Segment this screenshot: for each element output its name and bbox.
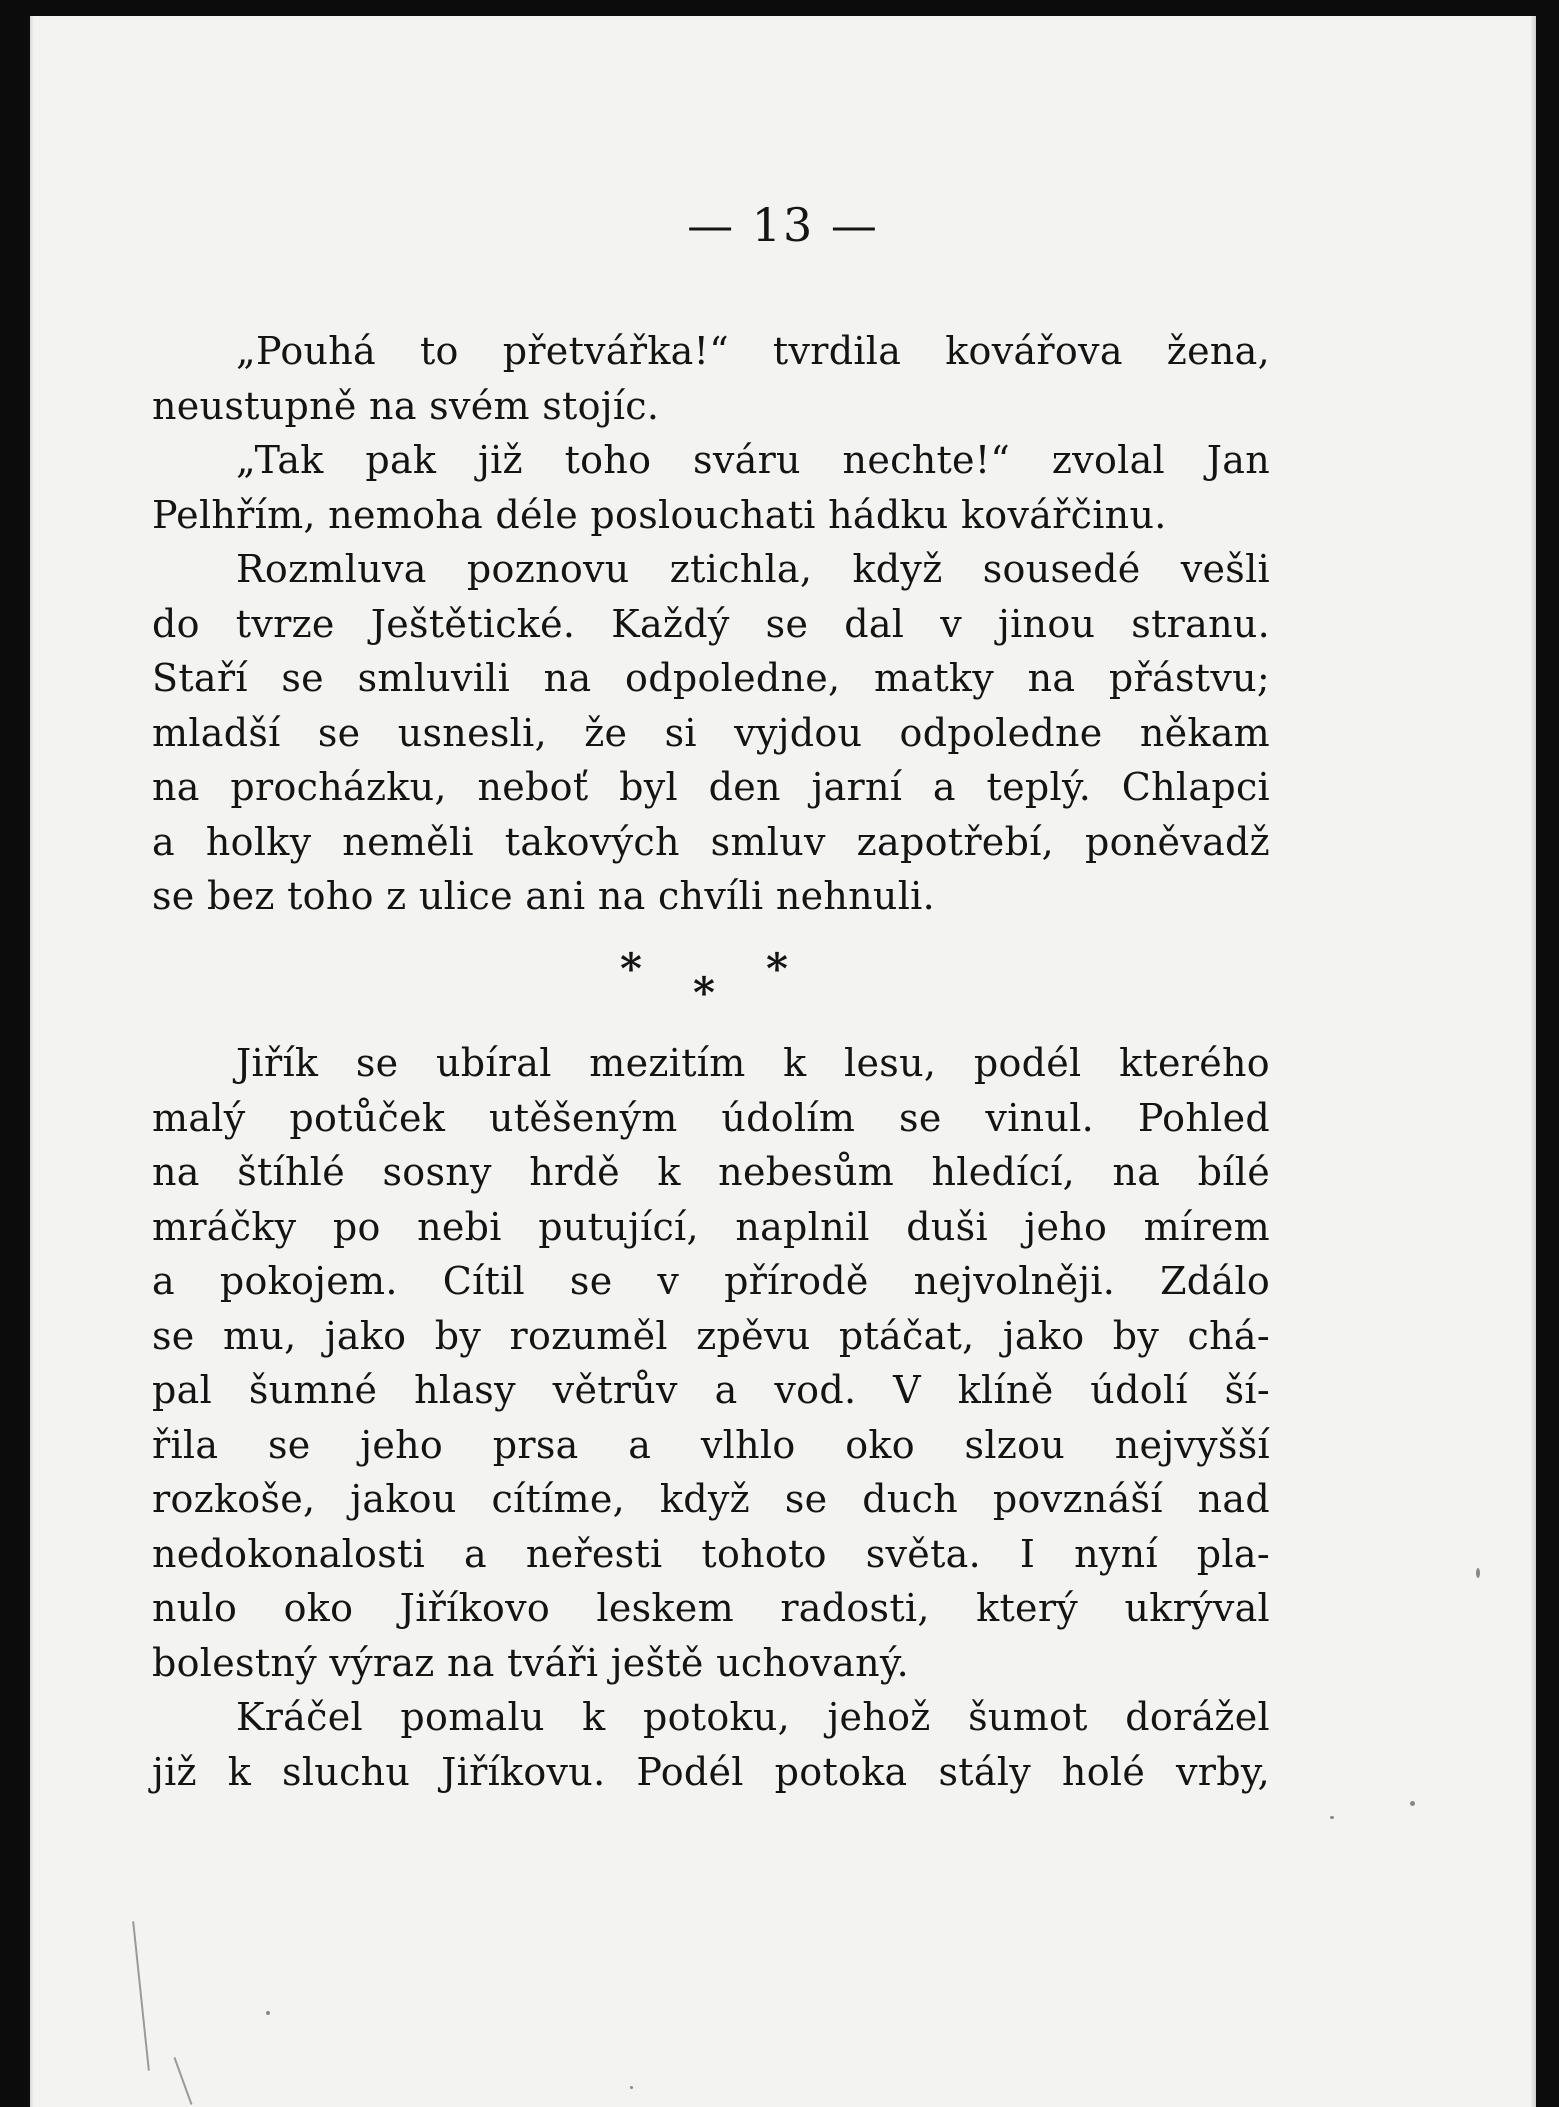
- page-edge-right: [1530, 16, 1536, 2107]
- text-block-bottom: [152, 1036, 1270, 1799]
- text-line: se mu, jako by rozuměl zpěvu ptáčat, jako by chá-: [152, 1313, 1270, 1358]
- page-number: — 13 —: [687, 198, 879, 252]
- text-line: „Pouhá to přetvářka!“ tvrdila kovářova žena,: [236, 329, 1270, 373]
- text-line: Rozmluva poznovu ztichla, když sousedé vešli: [236, 547, 1270, 591]
- separator-asterisk: *: [766, 944, 788, 993]
- scan-scratch: [174, 2057, 193, 2105]
- scan-scratch: [132, 1921, 150, 2070]
- text-line: Jiřík se ubíral mezitím k lesu, podél kterého: [236, 1041, 1270, 1085]
- page-edge-left: [30, 16, 34, 2107]
- text-line: a holky neměli takových smluv zapotřebí, poněvadž: [152, 819, 1270, 864]
- text-line: Kráčel pomalu k potoku, jehož šumot dorážel: [236, 1695, 1270, 1739]
- scan-speck: [266, 2011, 270, 2015]
- text-line: již k sluchu Jiříkovu. Podél potoka stály holé vrby,: [152, 1749, 1270, 1794]
- text-line: malý potůček utěšeným údolím se vinul. Pohled: [152, 1095, 1270, 1140]
- text-line: a pokojem. Cítil se v přírodě nejvolněji. Zdálo: [152, 1259, 1270, 1303]
- text-line: „Tak pak již toho sváru nechte!“ zvolal Jan: [236, 438, 1270, 482]
- text-line: na štíhlé sosny hrdě k nebesům hledící, na bílé: [152, 1150, 1270, 1194]
- book-page: [30, 16, 1536, 2107]
- text-line: řila se jeho prsa a vlhlo oko slzou nejvyšší: [152, 1422, 1270, 1467]
- scan-speck: [1476, 1568, 1480, 1578]
- text-line: neustupně na svém stojíc.: [152, 383, 660, 428]
- text-line: pal šumné hlasy větrův a vod. V klíně údolí ší-: [152, 1368, 1270, 1412]
- separator-asterisk: *: [693, 968, 715, 1017]
- text-line: nedokonalosti a neřesti tohoto světa. I nyní pla-: [152, 1531, 1270, 1576]
- text-line: mladší se usnesli, že si vyjdou odpoledne někam: [152, 710, 1270, 755]
- text-line: Pelhřím, nemoha déle poslouchati hádku kovářčinu.: [152, 492, 1167, 537]
- text-line: mráčky po nebi putující, naplnil duši jeho mírem: [152, 1204, 1270, 1249]
- text-line: Staří se smluvili na odpoledne, matky na přástvu;: [152, 656, 1270, 700]
- text-line: bolestný výraz na tváři ještě uchovaný.: [152, 1640, 910, 1685]
- text-line: do tvrze Ještětické. Každý se dal v jinou stranu.: [152, 601, 1270, 646]
- text-line: na procházku, neboť byl den jarní a teplý. Chlapci: [152, 765, 1270, 809]
- separator-asterisk: *: [620, 944, 642, 993]
- scan-speck: [630, 2086, 633, 2089]
- text-line: rozkoše, jakou cítíme, když se duch povznáší nad: [152, 1477, 1270, 1521]
- scan-speck: [1330, 1816, 1334, 1819]
- text-line: se bez toho z ulice ani na chvíli nehnuli.: [152, 874, 935, 918]
- text-line: nulo oko Jiříkovo leskem radosti, který ukrýval: [152, 1586, 1270, 1630]
- scan-speck: [1410, 1801, 1415, 1806]
- text-block-top: [152, 324, 1270, 924]
- section-separator: [30, 944, 1536, 1024]
